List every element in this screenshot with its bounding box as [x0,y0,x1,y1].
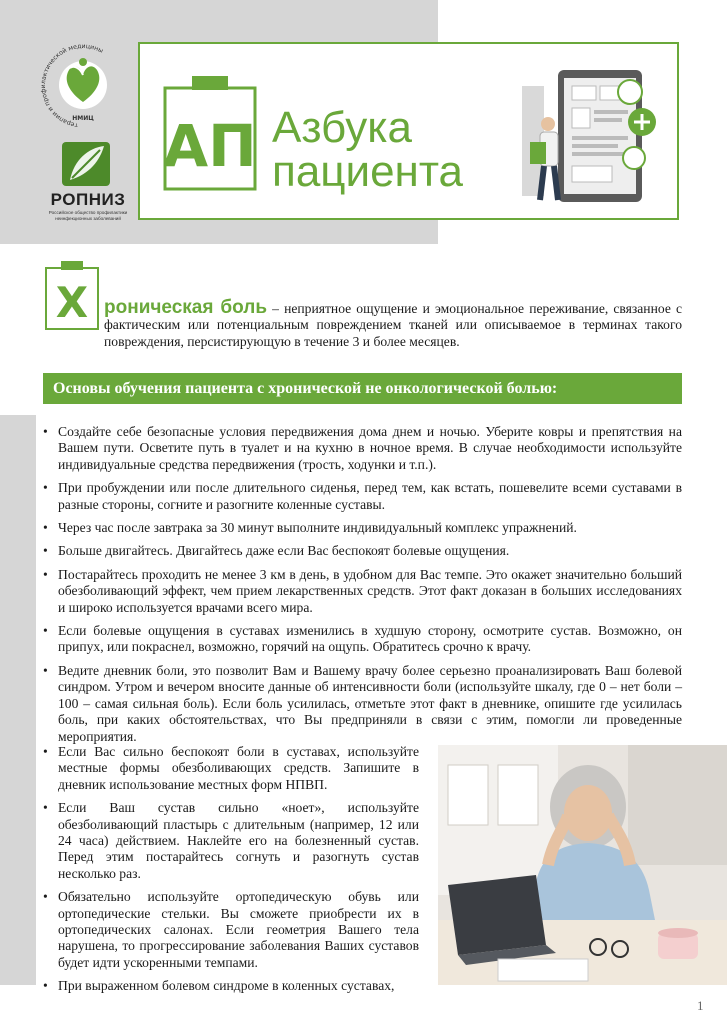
section-heading: Основы обучения пациента с хронической не онкологической болью: [43,373,682,404]
list-item: • Если болевые ощущения в суставах изменились в худшую сторону, осмотрите сустав. Возможно, он припух, или покраснел, возможно, горячий на ощупь. Обратитесь срочно к врачу. [43,623,682,656]
ropniz-subtitle: Российское общество профилактики неинфекционных заболеваний [48,210,128,221]
left-grey-strip [0,415,36,985]
definition-initial: Х [55,278,89,327]
nmic-ring-text: терапии и профилактической медицины [40,42,105,129]
x-clipboard-icon [44,259,100,331]
definition-paragraph [104,297,682,350]
banner-title-line1: Азбука [272,103,412,152]
definition-text: – неприятное ощущение и эмоциональное переживание, связанное с фактическим или потенциальным повреждением тканей или описываемое в терминах такого повреждения, персистирующую в течение 3 и более месяцев. [104,301,682,349]
list-item: • Если Ваш сустав сильно «ноет», используйте обезболивающий пластырь с длительным (например, 12 или 24 часа) действием. Наклейте его на болезненный сустав. Перед этим постарайтесь согнуть и разогнуть сустав несколько раз. [43,800,419,882]
list-item: • Через час после завтрака за 30 минут выполните индивидуальный комплекс упражнений. [43,520,682,536]
list-item: • Создайте себе безопасные условия передвижения дома днем и ночью. Уберите ковры и препятствия на Вашем пути. Осветите путь в туалет и на кухню в ночное время. В случае необходимости используйте индивидуальные средства передвижения (трость, ходунки и т.п.). [43,424,682,473]
banner-letters: АП [163,112,257,180]
definition-term: роническая боль [104,297,268,318]
ropniz-leaf-icon [60,140,112,188]
advice-list-full [43,424,682,752]
woman-neck-pain-photo [438,745,727,985]
doctor-tablet-illustration-icon [518,66,668,206]
list-item: • При пробуждении или после длительного сиденья, перед тем, как встать, пошевелите всеми суставами в разные стороны, согните и разогните коленные суставы. [43,480,682,513]
page-number: 1 [697,998,704,1013]
banner-title-line2: пациента [272,147,463,196]
ropniz-name: РОПНИЗ [50,190,126,209]
list-item: • Обязательно используйте ортопедическую обувь или ортопедические стельки. Вы сможете приобрести их в ортопедических салонах. Если геометрия Вашего тела нарушена, то прогрессирование заболевания Ваших суставов будет идти ускоренными темпами. [43,889,419,971]
list-item: • Больше двигайтесь. Двигайтесь даже если Вас беспокоят болевые ощущения. [43,543,682,559]
nmic-logo-icon [36,40,130,130]
advice-list-narrow [43,744,419,1002]
clipboard-icon [162,74,258,192]
ropniz-brand [38,190,138,221]
list-item: • При выраженном болевом синдроме в коленных суставах, [43,978,419,994]
nmic-sub-text: НМИЦ [72,115,94,122]
banner-title [272,103,463,196]
list-item: • Если Вас сильно беспокоят боли в суставах, используйте местные формы обезболивающих средств. Запишите в дневник использование местных форм НПВП. [43,744,419,793]
title-banner [138,42,679,220]
list-item: • Ведите дневник боли, это позволит Вам и Вашему врачу более серьезно проанализировать Ваш болевой синдром. Утром и вечером вносите данные об интенсивности боли (используйте шкалу, где 0 – нет боли – 100 – самая сильная боль). Если боль усилилась, отметьте этот факт в дневнике, опишите где усилилась боль, при каких обстоятельствах, что Вы предприняли в связи с этим, помогли ли проведенные мероприятия. [43,663,682,745]
list-item: • Постарайтесь проходить не менее 3 км в день, в удобном для Вас темпе. Это окажет значительно больший обезболивающий эффект, чем прием лекарственных средств. Этот факт доказан в больших исследованиях и широко используется врачами всего мира. [43,567,682,616]
